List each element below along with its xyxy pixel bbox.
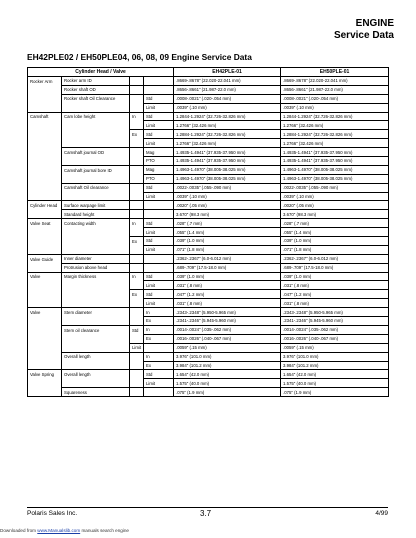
cell-component <box>28 94 62 103</box>
cell-side <box>130 299 144 308</box>
section-name: ENGINE <box>355 18 394 29</box>
cell-condition: Std <box>144 130 174 139</box>
cell-eh42ple-value: 3.984" (101.2 mm) <box>174 361 281 370</box>
cell-measurement <box>62 157 130 166</box>
table-row <box>28 352 389 361</box>
cell-measurement: Squareness <box>62 388 130 397</box>
cell-component <box>28 281 62 290</box>
table-body <box>28 77 389 397</box>
table-row <box>28 237 389 246</box>
cell-eh50ple-value: .075" (1.9 mm) <box>281 388 389 397</box>
cell-side <box>130 85 144 94</box>
cell-eh42ple-value: .2343-.2348" (5.950-5.965 mm) <box>174 308 281 317</box>
header-cylinder-head-valve: Cylinder Head / Valve <box>28 68 174 77</box>
cell-condition: Std <box>144 112 174 121</box>
cell-eh42ple-value: 1.4935-1.4941" (37.935-37.950 mm) <box>174 148 281 157</box>
cell-condition <box>144 263 174 272</box>
cell-side <box>130 210 144 219</box>
cell-measurement: Overall length <box>62 370 130 379</box>
cell-side <box>130 174 144 183</box>
cell-component <box>28 183 62 192</box>
cell-eh50ple-value: .8669-.8678" (22.020-22.041 mm) <box>281 77 389 86</box>
cell-component <box>28 263 62 272</box>
cell-component <box>28 379 62 388</box>
cell-measurement: Stem diameter <box>62 308 130 317</box>
cell-component: Valve Seat <box>28 219 62 228</box>
cell-condition: Limit <box>144 379 174 388</box>
cell-eh42ple-value: .071" (1.8 mm) <box>174 245 281 254</box>
cell-measurement <box>62 130 130 139</box>
table-row <box>28 165 389 174</box>
cell-eh50ple-value: 1.4963-1.4970" (38.005-38.025 mm) <box>281 174 389 183</box>
cell-eh50ple-value: .039" (1.0 mm) <box>281 237 389 246</box>
cell-eh42ple-value: .0016-.0026" (.040-.067 mm) <box>174 334 281 343</box>
cell-measurement: Protrusion above head <box>62 263 130 272</box>
table-row <box>28 308 389 317</box>
cell-condition: Ex <box>144 317 174 326</box>
cell-eh42ple-value: 1.2766" (32.426 mm) <box>174 139 281 148</box>
cell-condition <box>144 77 174 86</box>
cell-side <box>130 228 144 237</box>
cell-component <box>28 228 62 237</box>
cell-eh50ple-value: 3.976" (101.0 mm) <box>281 352 389 361</box>
cell-measurement <box>62 281 130 290</box>
cell-side <box>130 157 144 166</box>
cell-eh42ple-value: .0022-.0035" (.055-.090 mm) <box>174 183 281 192</box>
table-row <box>28 121 389 130</box>
cell-eh42ple-value: 1.4963-1.4970" (38.005-38.025 mm) <box>174 174 281 183</box>
cell-side <box>130 308 144 317</box>
table-row <box>28 77 389 86</box>
cell-eh50ple-value: .8656-.8661" (21.987-22.0 mm) <box>281 85 389 94</box>
cell-measurement <box>62 334 130 343</box>
cell-eh42ple-value: .2362-.2367" (6.0-6.012 mm) <box>174 254 281 263</box>
cell-eh50ple-value: .0039" (.10 mm) <box>281 192 389 201</box>
cell-component <box>28 334 62 343</box>
cell-component <box>28 361 62 370</box>
cell-condition: Std <box>144 290 174 299</box>
cell-condition <box>144 201 174 210</box>
cell-eh42ple-value: .2341-.2346" (5.945-5.960 mm) <box>174 317 281 326</box>
cell-eh42ple-value: .0020" (.05 mm) <box>174 201 281 210</box>
cell-measurement <box>62 174 130 183</box>
cell-eh42ple-value: .0008-.0021" (.020-.054 mm) <box>174 94 281 103</box>
cell-eh50ple-value: .2341-.2346" (5.945-5.960 mm) <box>281 317 389 326</box>
cell-eh50ple-value: .0020" (.05 mm) <box>281 201 389 210</box>
cell-component: Valve Guide <box>28 254 62 263</box>
cell-component: Camshaft <box>28 112 62 121</box>
cell-side: In <box>130 272 144 281</box>
cell-measurement: Surface warpage limit <box>62 201 130 210</box>
cell-condition: PTO <box>144 157 174 166</box>
cell-side <box>130 94 144 103</box>
table-row <box>28 210 389 219</box>
cell-side <box>130 281 144 290</box>
cell-eh42ple-value: .039" (1.0 mm) <box>174 272 281 281</box>
cell-condition: Limit <box>144 121 174 130</box>
cell-eh50ple-value: 1.654" (42.0 mm) <box>281 370 389 379</box>
cell-measurement: Rocker shaft Oil Clearance <box>62 94 130 103</box>
cell-side: In <box>130 219 144 228</box>
cell-side <box>130 334 144 343</box>
cell-eh50ple-value: 3.670" (98.3 mm) <box>281 210 389 219</box>
cell-condition: Std <box>144 94 174 103</box>
cell-condition: Limit <box>144 245 174 254</box>
manualslib-link[interactable]: www.Manualslib.com <box>37 528 81 533</box>
cell-eh50ple-value: 1.2766" (32.426 mm) <box>281 121 389 130</box>
cell-eh42ple-value: 1.4963-1.4970" (38.005-38.025 mm) <box>174 165 281 174</box>
cell-side <box>130 192 144 201</box>
cell-component <box>28 157 62 166</box>
cell-condition: Limit <box>144 281 174 290</box>
cell-component: Valve Spring <box>28 370 62 379</box>
cell-measurement: Camshaft journal bore ID <box>62 165 130 174</box>
cell-condition: Limit <box>144 228 174 237</box>
cell-eh42ple-value: 3.670" (98.3 mm) <box>174 210 281 219</box>
cell-measurement: Inner diameter <box>62 254 130 263</box>
table-row <box>28 94 389 103</box>
cell-eh42ple-value: 1.2844-1.2924" (32.726-32.826 mm) <box>174 112 281 121</box>
cell-component <box>28 139 62 148</box>
cell-condition <box>144 210 174 219</box>
footer-date: 4/99 <box>375 510 388 517</box>
cell-condition <box>144 254 174 263</box>
cell-eh42ple-value: .075" (1.9 mm) <box>174 388 281 397</box>
cell-measurement <box>62 299 130 308</box>
table-row <box>28 272 389 281</box>
table-row <box>28 361 389 370</box>
cell-component <box>28 165 62 174</box>
table-row <box>28 192 389 201</box>
table-row <box>28 325 389 334</box>
cell-component <box>28 343 62 352</box>
download-suffix: manuals search engine <box>80 528 129 533</box>
cell-side <box>130 245 144 254</box>
cell-condition: Limit <box>144 299 174 308</box>
cell-eh50ple-value: .031" (.8 mm) <box>281 299 389 308</box>
download-prefix: Downloaded from <box>0 528 38 533</box>
cell-eh50ple-value: .0008-.0021" (.020-.054 mm) <box>281 94 389 103</box>
cell-measurement <box>62 139 130 148</box>
cell-eh50ple-value: 1.2766" (32.426 mm) <box>281 139 389 148</box>
cell-component <box>28 121 62 130</box>
footer-company: Polaris Sales Inc. <box>27 510 78 517</box>
cell-component <box>28 299 62 308</box>
cell-component <box>28 85 62 94</box>
cell-eh42ple-value: .0059" (.15 mm) <box>174 343 281 352</box>
cell-side <box>130 388 144 397</box>
cell-condition: Limit <box>144 192 174 201</box>
cell-condition: PTO <box>144 174 174 183</box>
table-row <box>28 183 389 192</box>
cell-side <box>130 139 144 148</box>
cell-eh42ple-value: .031" (.8 mm) <box>174 281 281 290</box>
cell-component: Valve <box>28 308 62 317</box>
cell-eh50ple-value: 1.4935-1.4941" (37.935-37.950 mm) <box>281 157 389 166</box>
cell-eh42ple-value: .028" (.7 mm) <box>174 219 281 228</box>
table-row <box>28 228 389 237</box>
cell-measurement <box>62 228 130 237</box>
cell-measurement <box>62 103 130 112</box>
cell-condition: Std <box>144 219 174 228</box>
table-header-row <box>28 68 389 77</box>
cell-component <box>28 317 62 326</box>
cell-eh42ple-value: 1.654" (42.0 mm) <box>174 370 281 379</box>
cell-condition: Std <box>144 272 174 281</box>
cell-measurement: Margin thickness <box>62 272 130 281</box>
cell-component <box>28 290 62 299</box>
cell-condition: Ex <box>144 361 174 370</box>
cell-side: Ex <box>130 290 144 299</box>
table-row <box>28 343 389 352</box>
cell-eh42ple-value: .8656-.8661" (21.987-22.0 mm) <box>174 85 281 94</box>
cell-eh42ple-value: .8669-.8678" (22.020-22.041 mm) <box>174 77 281 86</box>
cell-side <box>130 370 144 379</box>
cell-eh42ple-value: 1.2884-1.2924" (32.726-32.826 mm) <box>174 130 281 139</box>
cell-measurement: Camshaft journal OD <box>62 148 130 157</box>
cell-measurement: Contacting width <box>62 219 130 228</box>
cell-eh42ple-value: 1.4935-1.4941" (37.935-37.950 mm) <box>174 157 281 166</box>
cell-eh50ple-value: 1.2884-1.2924" (32.726-32.826 mm) <box>281 130 389 139</box>
cell-component <box>28 388 62 397</box>
table-row <box>28 245 389 254</box>
table-row <box>28 148 389 157</box>
cell-condition <box>144 388 174 397</box>
cell-eh50ple-value: .689-.709" (17.5-18.0 mm) <box>281 263 389 272</box>
cell-side: Std <box>130 325 144 334</box>
download-note <box>0 528 129 533</box>
cell-eh50ple-value: .047" (1.2 mm) <box>281 290 389 299</box>
cell-side <box>130 121 144 130</box>
cell-measurement: Camshaft Oil clearance <box>62 183 130 192</box>
cell-condition: Limit <box>144 103 174 112</box>
cell-measurement <box>62 237 130 246</box>
cell-measurement: Rocker arm ID <box>62 77 130 86</box>
header-eh50ple: EH50PLE-01 <box>281 68 389 77</box>
table-row <box>28 157 389 166</box>
table-row <box>28 201 389 210</box>
cell-measurement: Standard height <box>62 210 130 219</box>
table-row <box>28 103 389 112</box>
cell-measurement <box>62 121 130 130</box>
cell-component: Cylinder Head <box>28 201 62 210</box>
cell-eh50ple-value: .028" (.7 mm) <box>281 219 389 228</box>
table-row <box>28 388 389 397</box>
cell-measurement: Rocker shaft OD <box>62 85 130 94</box>
cell-eh50ple-value: .055" (1.4 mm) <box>281 228 389 237</box>
cell-component <box>28 192 62 201</box>
cell-eh42ple-value: .031" (.8 mm) <box>174 299 281 308</box>
cell-component <box>28 210 62 219</box>
table-row <box>28 254 389 263</box>
table-row <box>28 334 389 343</box>
cell-side: In <box>130 112 144 121</box>
cell-side <box>130 165 144 174</box>
cell-component <box>28 237 62 246</box>
cell-eh50ple-value: 3.984" (101.2 mm) <box>281 361 389 370</box>
cell-eh42ple-value: .0039" (.10 mm) <box>174 103 281 112</box>
cell-measurement <box>62 192 130 201</box>
cell-eh50ple-value: .2343-.2348" (5.950-5.965 mm) <box>281 308 389 317</box>
cell-component: Valve <box>28 272 62 281</box>
cell-measurement <box>62 290 130 299</box>
cell-component <box>28 174 62 183</box>
table-row <box>28 379 389 388</box>
cell-eh42ple-value: .047" (1.2 mm) <box>174 290 281 299</box>
cell-eh50ple-value: .0016-.0026" (.040-.067 mm) <box>281 334 389 343</box>
cell-measurement <box>62 245 130 254</box>
cell-component <box>28 148 62 157</box>
cell-side <box>130 361 144 370</box>
cell-condition: Std <box>144 237 174 246</box>
cell-side <box>130 201 144 210</box>
cell-condition: Std <box>144 370 174 379</box>
cell-component <box>28 245 62 254</box>
cell-side <box>130 148 144 157</box>
cell-side <box>130 352 144 361</box>
cell-eh42ple-value: .689-.709" (17.5-18.0 mm) <box>174 263 281 272</box>
table-row <box>28 112 389 121</box>
cell-eh42ple-value: 3.976" (101.0 mm) <box>174 352 281 361</box>
cell-side <box>130 77 144 86</box>
service-data-table <box>27 67 389 397</box>
cell-eh50ple-value: .031" (.8 mm) <box>281 281 389 290</box>
cell-condition: Std <box>144 183 174 192</box>
cell-eh50ple-value: .0059" (.15 mm) <box>281 343 389 352</box>
cell-eh42ple-value: .0014-.0024" (.035-.062 mm) <box>174 325 281 334</box>
table-row <box>28 130 389 139</box>
cell-eh50ple-value: .2362-.2367" (6.0-6.012 mm) <box>281 254 389 263</box>
cell-side: Ex <box>130 237 144 246</box>
cell-measurement: Stem oil clearance <box>62 325 130 334</box>
table-row <box>28 139 389 148</box>
table-row <box>28 263 389 272</box>
cell-side: Ex <box>130 130 144 139</box>
table-row <box>28 174 389 183</box>
cell-component <box>28 352 62 361</box>
cell-side <box>130 317 144 326</box>
cell-side <box>130 379 144 388</box>
cell-eh42ple-value: .0039" (.10 mm) <box>174 192 281 201</box>
cell-measurement: Cam lobe height <box>62 112 130 121</box>
cell-measurement <box>62 317 130 326</box>
cell-eh50ple-value: .039" (1.0 mm) <box>281 272 389 281</box>
table-row <box>28 85 389 94</box>
cell-side <box>130 103 144 112</box>
table-row <box>28 317 389 326</box>
cell-condition: Mag <box>144 165 174 174</box>
cell-component <box>28 325 62 334</box>
cell-eh50ple-value: .0022-.0035" (.055-.090 mm) <box>281 183 389 192</box>
cell-eh50ple-value: 1.4963-1.4970" (38.005-38.025 mm) <box>281 165 389 174</box>
cell-eh50ple-value: 1.2844-1.2924" (32.726-32.826 mm) <box>281 112 389 121</box>
cell-condition <box>144 85 174 94</box>
section-header <box>334 18 394 42</box>
cell-condition: In <box>144 308 174 317</box>
cell-measurement <box>62 379 130 388</box>
footer-page-number: 3.7 <box>200 509 212 518</box>
cell-condition: Mag <box>144 148 174 157</box>
cell-side: Limit <box>130 343 144 352</box>
header-eh42ple: EH42PLE-01 <box>174 68 281 77</box>
cell-eh50ple-value: .0039" (.10 mm) <box>281 103 389 112</box>
cell-measurement <box>62 361 130 370</box>
footer-divider <box>27 507 388 508</box>
cell-component <box>28 103 62 112</box>
cell-condition: Limit <box>144 139 174 148</box>
cell-condition <box>144 343 174 352</box>
cell-condition: In <box>144 352 174 361</box>
cell-side <box>130 263 144 272</box>
cell-eh50ple-value: .0014-.0024" (.035-.062 mm) <box>281 325 389 334</box>
cell-condition: Ex <box>144 334 174 343</box>
cell-eh42ple-value: 1.2766" (32.426 mm) <box>174 121 281 130</box>
cell-eh50ple-value: 1.575" (40.0 mm) <box>281 379 389 388</box>
table-row <box>28 370 389 379</box>
cell-eh42ple-value: .039" (1.0 mm) <box>174 237 281 246</box>
page-title: EH42PLE02 / EH50PLE04, 06, 08, 09 Engine Service Data <box>27 52 252 62</box>
table-row <box>28 219 389 228</box>
cell-eh42ple-value: 1.575" (40.0 mm) <box>174 379 281 388</box>
table-row <box>28 290 389 299</box>
cell-measurement <box>62 343 130 352</box>
cell-component <box>28 130 62 139</box>
cell-eh50ple-value: .071" (1.8 mm) <box>281 245 389 254</box>
cell-eh50ple-value: 1.4935-1.4941" (37.935-37.950 mm) <box>281 148 389 157</box>
cell-eh42ple-value: .055" (1.4 mm) <box>174 228 281 237</box>
table-row <box>28 281 389 290</box>
cell-side <box>130 254 144 263</box>
section-subtitle: Service Data <box>333 30 394 41</box>
cell-measurement: Overall length <box>62 352 130 361</box>
cell-condition: In <box>144 325 174 334</box>
table-row <box>28 299 389 308</box>
cell-component: Rocker Arm <box>28 77 62 86</box>
cell-side <box>130 183 144 192</box>
